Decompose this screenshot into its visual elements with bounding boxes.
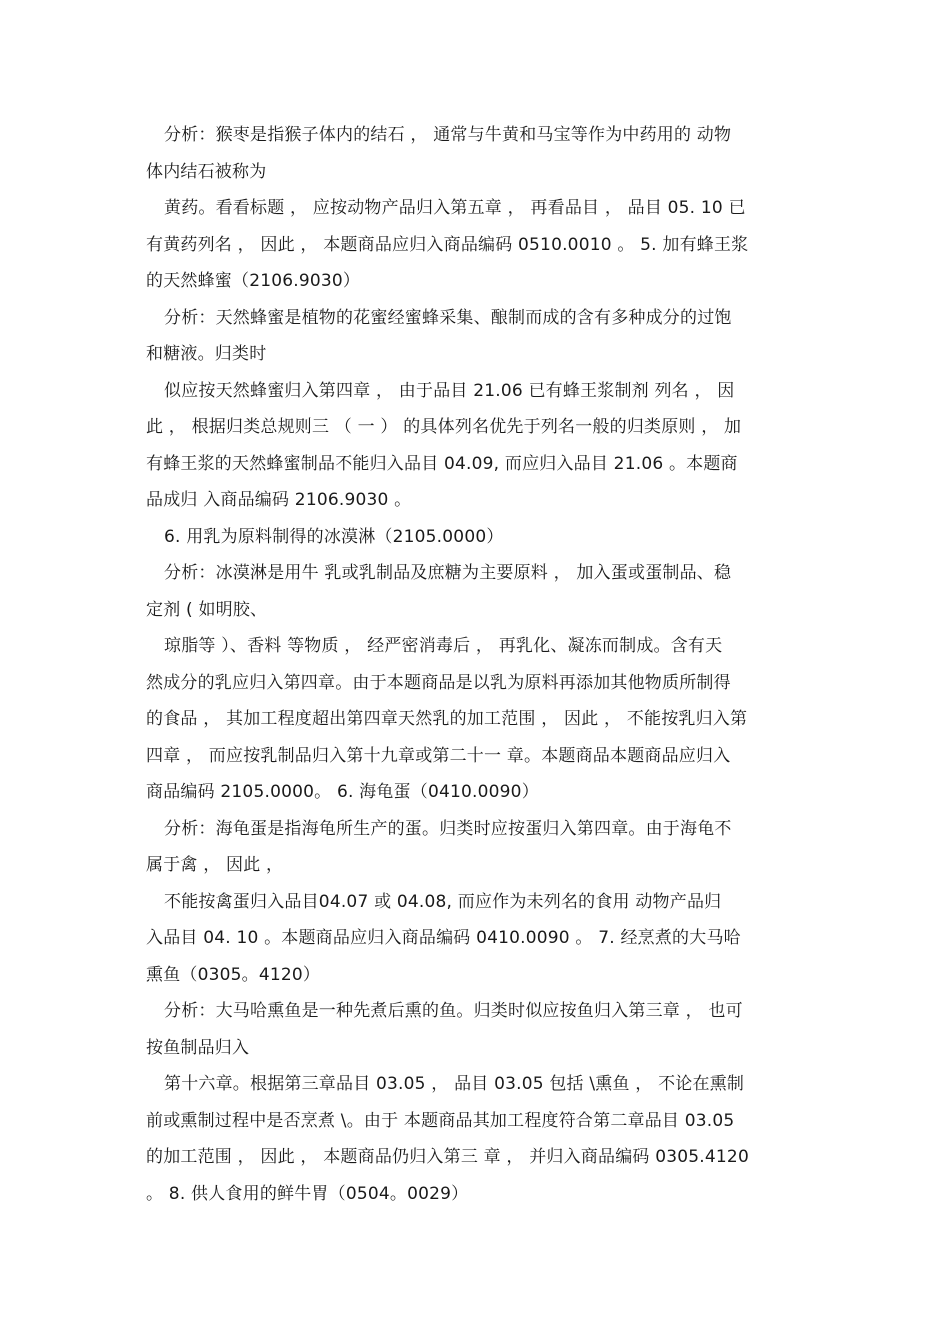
text-line: 有黄药列名 ， 因此 ， 本题商品应归入商品编码 0510.0010 。 5. 加有蜂王浆 [146, 234, 749, 255]
text-line: 。 8. 供人食用的鲜牛胃（0504。0029） [146, 1183, 469, 1204]
text-line: 此 ， 根据归类总规则三 （ 一 ） 的具体列名优先于列名一般的归类原则 ， 加 [146, 417, 742, 437]
text-line: 熏鱼（0305。4120） [146, 964, 321, 985]
text-line: 入品目 04. 10 。本题商品应归入商品编码 0410.0090 。 7. 经烹煮的大马哈 [146, 928, 741, 948]
text-line: 四章 ， 而应按乳制品归入第十九章或第二十一 章。本题商品本题商品应归入 [146, 745, 731, 766]
text-line: 分析：大马哈熏鱼是一种先煮后熏的鱼。归类时似应按鱼归入第三章 ， 也可 [164, 1001, 743, 1021]
text-line: 和糖液。归类时 [146, 344, 267, 364]
text-line: 商品编码 2105.0000。 6. 海龟蛋（0410.0090） [146, 782, 539, 802]
text-line: 然成分的乳应归入第四章。由于本题商品是以乳为原料再添加其他物质所制得 [146, 672, 731, 693]
text-line: 品成归 入商品编码 2106.9030 。 [146, 490, 412, 510]
text-line: 属于禽 ， 因此 ， [146, 855, 284, 875]
text-line: 黄药。看看标题 ， 应按动物产品归入第五章 ， 再看品目 ， 品目 05. 10 已 [164, 198, 746, 218]
text-line: 的天然蜂蜜（2106.9030） [146, 271, 361, 291]
text-line: 按鱼制品归入 [146, 1037, 250, 1058]
text-line: 的食品 ， 其加工程度超出第四章天然乳的加工范围 ， 因此 ， 不能按乳归入第 [146, 709, 748, 729]
text-line: 似应按天然蜂蜜归入第四章 ， 由于品目 21.06 已有蜂王浆制剂 列名 ， 因 [164, 380, 735, 401]
text-line: 分析：天然蜂蜜是植物的花蜜经蜜蜂采集、酿制而成的含有多种成分的过饱 [164, 307, 732, 328]
text-line: 分析：冰漠淋是用牛 乳或乳制品及庶糖为主要原料 ， 加入蛋或蛋制品、稳 [164, 563, 732, 583]
text-line: 定剂 ( 如明胶、 [146, 599, 268, 620]
text-line: 前或熏制过程中是否烹煮 \。由于 本题商品其加工程度符合第二章品目 03.05 [146, 1110, 735, 1131]
text-line: 琼脂等 ）、香料 等物质 ， 经严密消毒后 ， 再乳化、凝冻而制成。含有天 [164, 636, 723, 656]
text-line: 的加工范围 ， 因此 ， 本题商品仍归入第三 章 ， 并归入商品编码 0305.4120 [146, 1147, 749, 1167]
text-line: 6. 用乳为原料制得的冰漠淋（2105.0000） [164, 526, 504, 547]
text-line: 分析：猴枣是指猴子体内的结石 ， 通常与牛黄和马宝等作为中药用的 动物 [164, 125, 732, 145]
document-body [146, 117, 806, 1212]
text-line: 有蜂王浆的天然蜂蜜制品不能归入品目 04.09, 而应归入品目 21.06 。本题商 [146, 453, 738, 474]
text-line: 不能按禽蛋归入品目04.07 或 04.08, 而应作为未列名的食用 动物产品归 [164, 891, 722, 912]
text-line: 分析：海龟蛋是指海龟所生产的蛋。归类时应按蛋归入第四章。由于海龟不 [164, 818, 732, 839]
text-line: 第十六章。根据第三章品目 03.05 ， 品目 03.05 包括 \熏鱼 ， 不论在熏制 [164, 1074, 745, 1094]
text-line: 体内结石被称为 [146, 161, 267, 182]
